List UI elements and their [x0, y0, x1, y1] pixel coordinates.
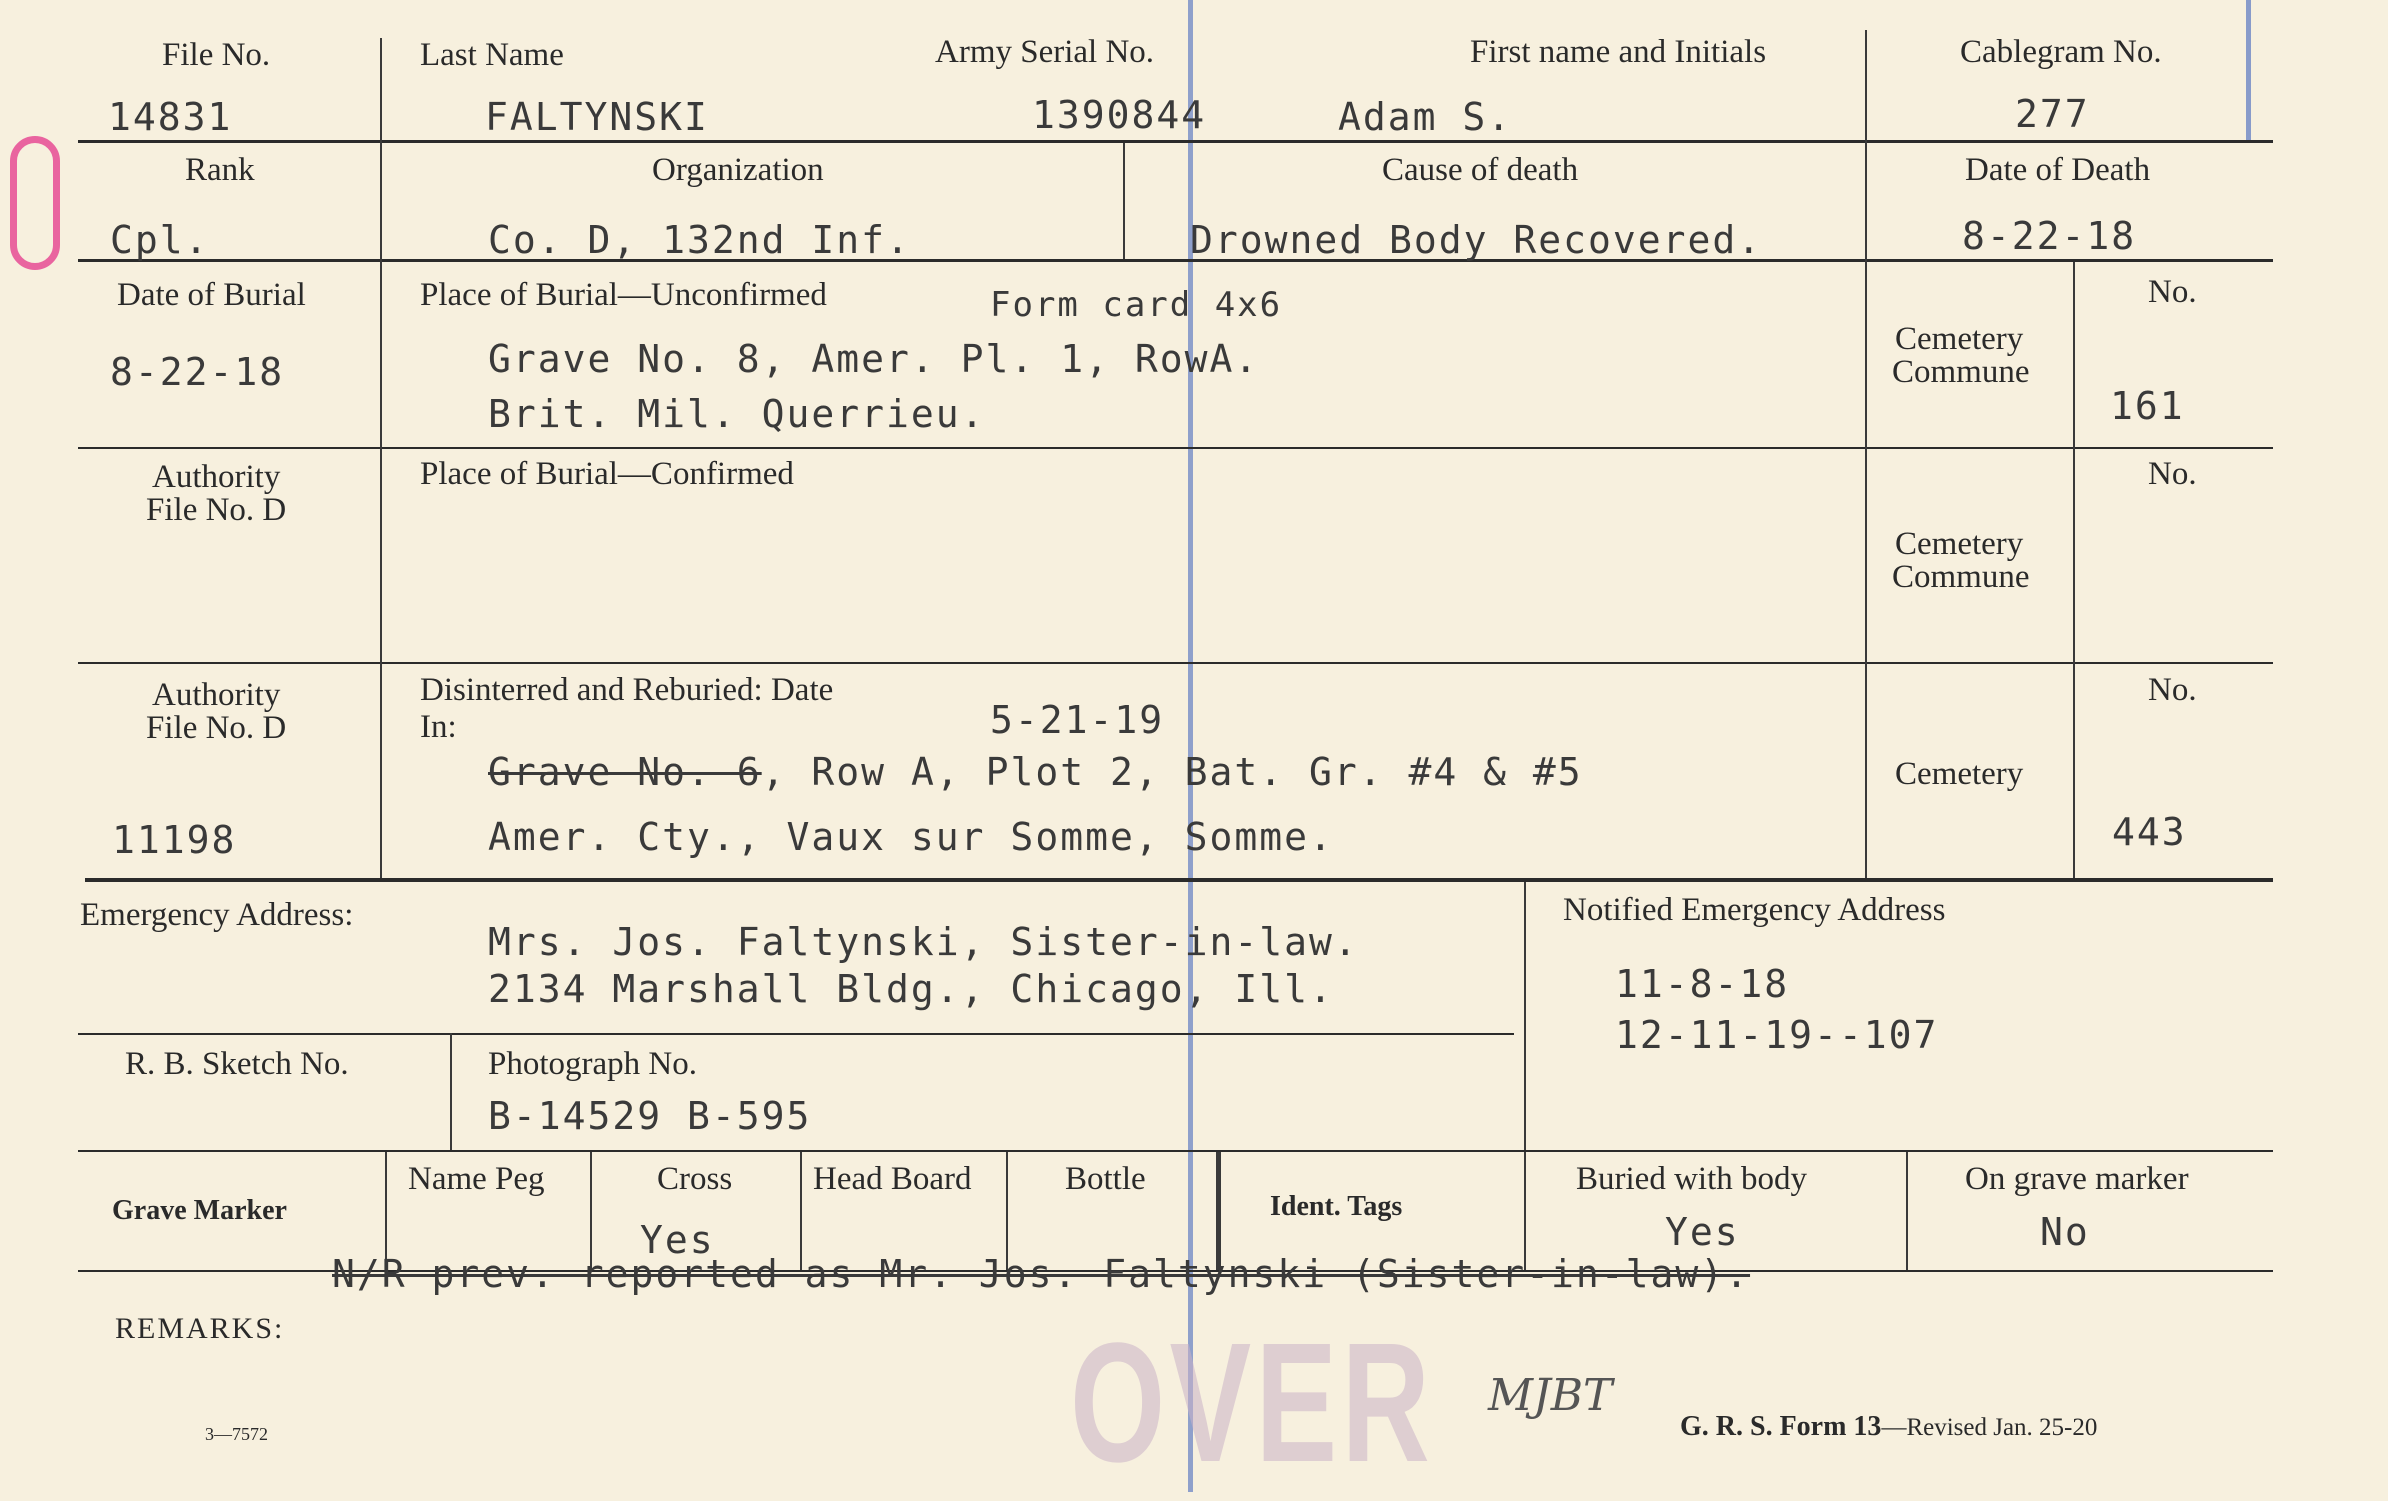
on-marker-value: No	[2040, 1210, 2090, 1254]
photograph-label: Photograph No.	[488, 1046, 697, 1082]
col-line-1	[380, 38, 382, 878]
cause-label: Cause of death	[1382, 152, 1579, 188]
serial-value: 1390844	[1032, 93, 1207, 137]
col-line-notified	[1524, 882, 1526, 1150]
unconfirmed-line1: Grave No. 8, Amer. Pl. 1, RowA.	[488, 337, 1260, 381]
buried-value: Yes	[1665, 1210, 1740, 1254]
reburial-line1-rest: , Row A, Plot 2, Bat. Gr. #4 & #5	[761, 750, 1583, 794]
remarks-note: N/R prev. reported as Mr. Jos. Faltynski (Sister-in-law).	[332, 1252, 1751, 1296]
over-stamp: OVER	[1070, 1308, 1435, 1498]
cemetery-label-1: Cemetery	[1895, 321, 2024, 357]
bottle-label: Bottle	[1065, 1161, 1146, 1197]
disinterred-label: Disinterred and Reburied: Date	[420, 672, 834, 708]
rule-row2	[78, 259, 2273, 262]
authority-label-1: Authority	[152, 459, 281, 495]
cemetery-label-2: Cemetery	[1895, 526, 2024, 562]
emergency-line1: Mrs. Jos. Faltynski, Sister-in-law.	[488, 920, 1359, 964]
col-line-photo	[450, 1033, 452, 1150]
notified-label: Notified Emergency Address	[1563, 892, 1946, 928]
rule-reburial	[85, 878, 2273, 882]
file-no-value: 14831	[108, 95, 233, 139]
serial-label: Army Serial No.	[935, 34, 1155, 70]
date-of-burial-label: Date of Burial	[117, 277, 306, 313]
struck-grave-no: Grave No. 6	[488, 750, 762, 794]
file-no-label: File No.	[162, 37, 271, 73]
organization-label: Organization	[652, 152, 824, 188]
file-no-d-label-2: File No. D	[146, 710, 287, 746]
commune-label-2: Commune	[1892, 559, 2030, 595]
pink-zero-mark	[10, 136, 60, 270]
buried-label: Buried with body	[1576, 1161, 1807, 1197]
no-label-2: No.	[2148, 456, 2197, 492]
rule-unconfirmed	[78, 447, 2273, 449]
cemetery-no-1: 161	[2110, 384, 2185, 428]
col-line-right	[1865, 30, 1867, 878]
name-peg-label: Name Peg	[408, 1161, 545, 1197]
notified-date-2: 12-11-19--107	[1615, 1013, 1939, 1057]
form-revised: —Revised Jan. 25-20	[1881, 1414, 2098, 1441]
reburial-line2: Amer. Cty., Vaux sur Somme, Somme.	[488, 815, 1334, 859]
place-unconfirmed-label: Place of Burial—Unconfirmed	[420, 277, 827, 313]
cause-value: Drowned Body Recovered.	[1190, 218, 1763, 262]
form-footer	[1680, 1412, 2097, 1441]
cross-label: Cross	[657, 1161, 733, 1197]
grave-marker-label: Grave Marker	[112, 1195, 287, 1226]
col-line-m7	[1906, 1152, 1908, 1270]
rule-confirmed	[78, 662, 2273, 664]
blue-pencil-mark	[2246, 0, 2251, 140]
cemetery-label-3: Cemetery	[1895, 756, 2024, 792]
emergency-line2: 2134 Marshall Bldg., Chicago, Ill.	[488, 967, 1334, 1011]
unconfirmed-line2: Brit. Mil. Querrieu.	[488, 392, 986, 436]
authority-label-2: Authority	[152, 677, 281, 713]
form-code: 3—7572	[205, 1424, 268, 1444]
no-label-3: No.	[2148, 672, 2197, 708]
cablegram-value: 277	[2015, 92, 2090, 136]
place-confirmed-label: Place of Burial—Confirmed	[420, 456, 794, 492]
sketch-label: R. B. Sketch No.	[125, 1046, 349, 1082]
rule-emergency	[78, 1033, 1514, 1035]
file-no-d-label-1: File No. D	[146, 492, 287, 528]
emergency-label: Emergency Address:	[80, 897, 354, 933]
last-name-label: Last Name	[420, 37, 564, 73]
photograph-no: B-14529 B-595	[488, 1094, 812, 1138]
date-of-death-value: 8-22-18	[1962, 214, 2137, 258]
remarks-label: REMARKS:	[115, 1312, 285, 1345]
form-number: G. R. S. Form 13	[1680, 1411, 1882, 1442]
cablegram-label: Cablegram No.	[1960, 34, 2162, 70]
reburial-date: 5-21-19	[990, 698, 1165, 742]
rank-value: Cpl.	[110, 218, 210, 262]
date-of-burial-value: 8-22-18	[110, 350, 285, 394]
cemetery-no-3: 443	[2112, 810, 2187, 854]
date-of-death-label: Date of Death	[1965, 152, 2151, 188]
first-name-value: Adam S.	[1338, 95, 1513, 139]
reburial-file-no: 11198	[112, 818, 237, 862]
rank-label: Rank	[185, 152, 255, 188]
no-label-1: No.	[2148, 274, 2197, 310]
organization-value: Co. D, 132nd Inf.	[488, 218, 911, 262]
first-name-label: First name and Initials	[1470, 34, 1767, 70]
reburial-line1	[488, 750, 1583, 794]
last-name-value: FALTYNSKI	[485, 95, 709, 139]
col-line-no	[2073, 262, 2075, 878]
commune-label-1: Commune	[1892, 354, 2030, 390]
in-label: In:	[420, 709, 457, 745]
form-card-note: Form card 4x6	[990, 285, 1283, 325]
ident-tags-label: Ident. Tags	[1270, 1191, 1403, 1222]
head-board-label: Head Board	[813, 1161, 972, 1197]
col-line-cause	[1123, 143, 1125, 259]
rule-header	[78, 140, 2273, 143]
cross-value: Yes	[640, 1218, 715, 1262]
on-marker-label: On grave marker	[1965, 1161, 2189, 1197]
handwritten-initials: MJBT	[1488, 1370, 1613, 1421]
notified-date-1: 11-8-18	[1615, 962, 1790, 1006]
rule-photo	[78, 1150, 2273, 1152]
